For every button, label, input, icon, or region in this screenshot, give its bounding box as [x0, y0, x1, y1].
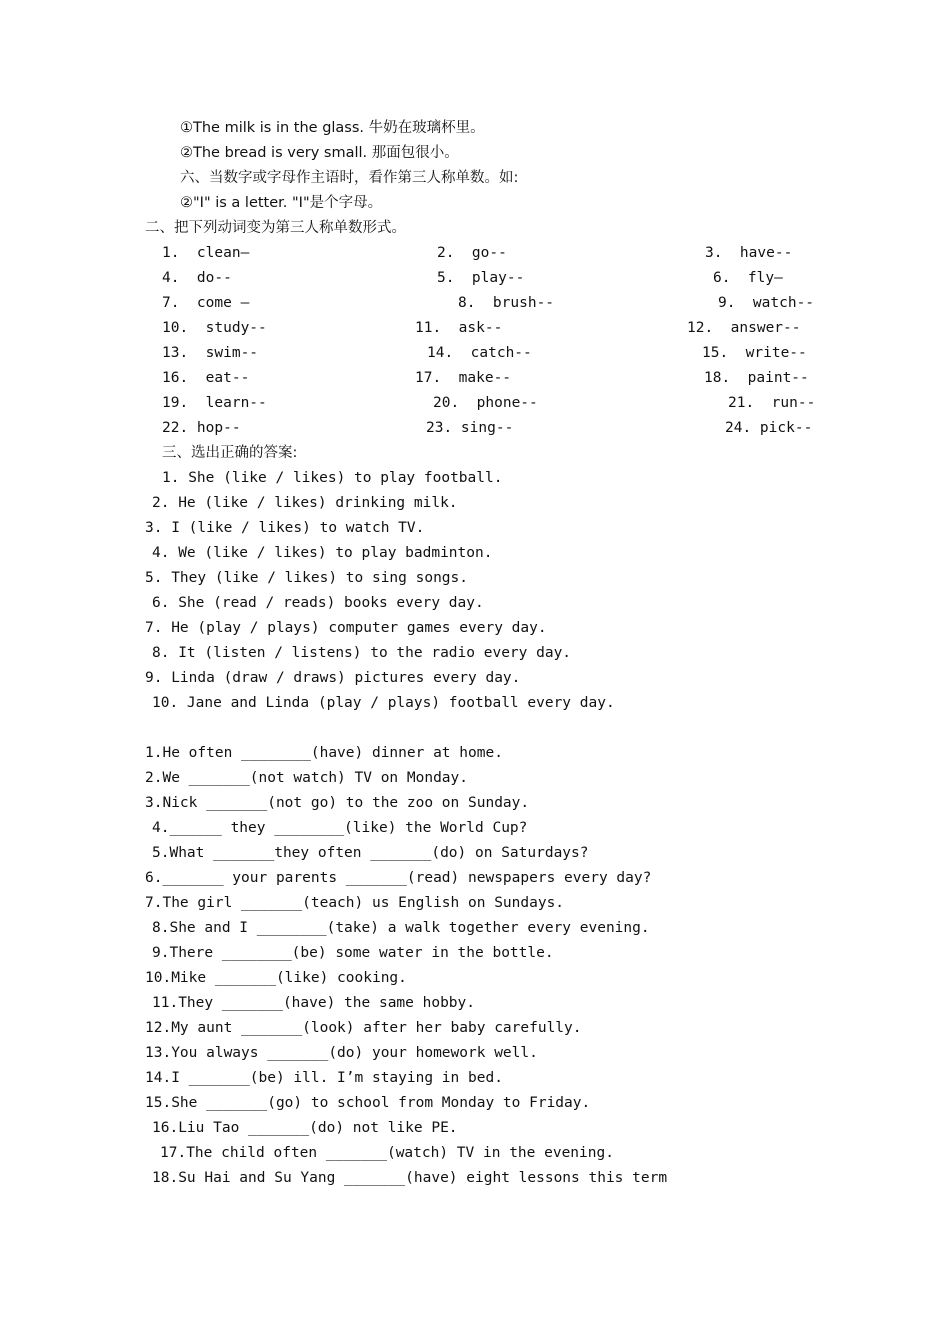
fill-item: 13.You always _______(do) your homework well.	[145, 1045, 538, 1061]
verb-item: 8. brush--	[458, 295, 555, 311]
verb-item: 7. come —	[162, 295, 250, 311]
verb-item: 11. ask--	[415, 320, 503, 336]
choice-item: 7. He (play / plays) computer games every day.	[145, 620, 547, 636]
verb-item: 23. sing--	[426, 420, 514, 436]
verb-item: 3. have--	[705, 245, 793, 261]
verb-item: 15. write--	[702, 345, 807, 361]
fill-item: 2.We _______(not watch) TV on Monday.	[145, 770, 469, 786]
fill-item: 7.The girl _______(teach) us English on Sundays.	[145, 895, 565, 911]
verb-item: 9. watch--	[718, 295, 815, 311]
choice-item: 2. He (like / likes) drinking milk.	[152, 495, 458, 511]
fill-item: 12.My aunt _______(look) after her baby carefully.	[145, 1020, 582, 1036]
fill-item: 18.Su Hai and Su Yang _______(have) eight lessons this term	[152, 1170, 668, 1186]
intro-line: ②"I" is a letter. "I"是个字母。	[180, 195, 383, 211]
verb-item: 5. play--	[437, 270, 525, 286]
verb-item: 2. go--	[437, 245, 507, 261]
choice-item: 1. She (like / likes) to play football.	[162, 470, 503, 486]
verb-item: 18. paint--	[704, 370, 809, 386]
fill-item: 14.I _______(be) ill. I’m staying in bed.	[145, 1070, 503, 1086]
choice-item: 6. She (read / reads) books every day.	[152, 595, 484, 611]
verb-item: 6. fly—	[713, 270, 783, 286]
fill-item: 10.Mike _______(like) cooking.	[145, 970, 407, 986]
choice-item: 10. Jane and Linda (play / plays) football every day.	[152, 695, 615, 711]
choice-item: 8. It (listen / listens) to the radio every day.	[152, 645, 572, 661]
verb-item: 17. make--	[415, 370, 512, 386]
fill-item: 9.There ________(be) some water in the bottle.	[152, 945, 554, 961]
choice-item: 3. I (like / likes) to watch TV.	[145, 520, 425, 536]
verb-item: 20. phone--	[433, 395, 538, 411]
intro-line: ②The bread is very small. 那面包很小。	[180, 145, 459, 161]
verb-item: 10. study--	[162, 320, 267, 336]
fill-item: 8.She and I ________(take) a walk together every evening.	[152, 920, 650, 936]
fill-item: 5.What _______they often _______(do) on Saturdays?	[152, 845, 589, 861]
verb-item: 14. catch--	[427, 345, 532, 361]
choice-item: 5. They (like / likes) to sing songs.	[145, 570, 469, 586]
verb-item: 1. clean—	[162, 245, 250, 261]
verb-item: 16. eat--	[162, 370, 250, 386]
rule-heading: 六、当数字或字母作主语时，看作第三人称单数。如:	[180, 170, 519, 186]
fill-item: 16.Liu Tao _______(do) not like PE.	[152, 1120, 458, 1136]
verb-item: 12. answer--	[687, 320, 801, 336]
verb-item: 21. run--	[728, 395, 816, 411]
verb-item: 22. hop--	[162, 420, 241, 436]
fill-item: 11.They _______(have) the same hobby.	[152, 995, 476, 1011]
verb-item: 19. learn--	[162, 395, 267, 411]
intro-line: ①The milk is in the glass. 牛奶在玻璃杯里。	[180, 120, 485, 136]
fill-item: 3.Nick _______(not go) to the zoo on Sunday.	[145, 795, 530, 811]
fill-item: 1.He often ________(have) dinner at home.	[145, 745, 503, 761]
fill-item: 17.The child often _______(watch) TV in the evening.	[160, 1145, 614, 1161]
fill-item: 6._______ your parents _______(read) newspapers every day?	[145, 870, 652, 886]
choice-item: 9. Linda (draw / draws) pictures every day.	[145, 670, 521, 686]
section-heading: 三、选出正确的答案:	[162, 445, 298, 461]
verb-item: 4. do--	[162, 270, 232, 286]
verb-item: 13. swim--	[162, 345, 259, 361]
fill-item: 4.______ they ________(like) the World Cup?	[152, 820, 528, 836]
section-heading: 二、把下列动词变为第三人称单数形式。	[145, 220, 406, 236]
choice-item: 4. We (like / likes) to play badminton.	[152, 545, 493, 561]
verb-item: 24. pick--	[725, 420, 813, 436]
fill-item: 15.She _______(go) to school from Monday to Friday.	[145, 1095, 591, 1111]
